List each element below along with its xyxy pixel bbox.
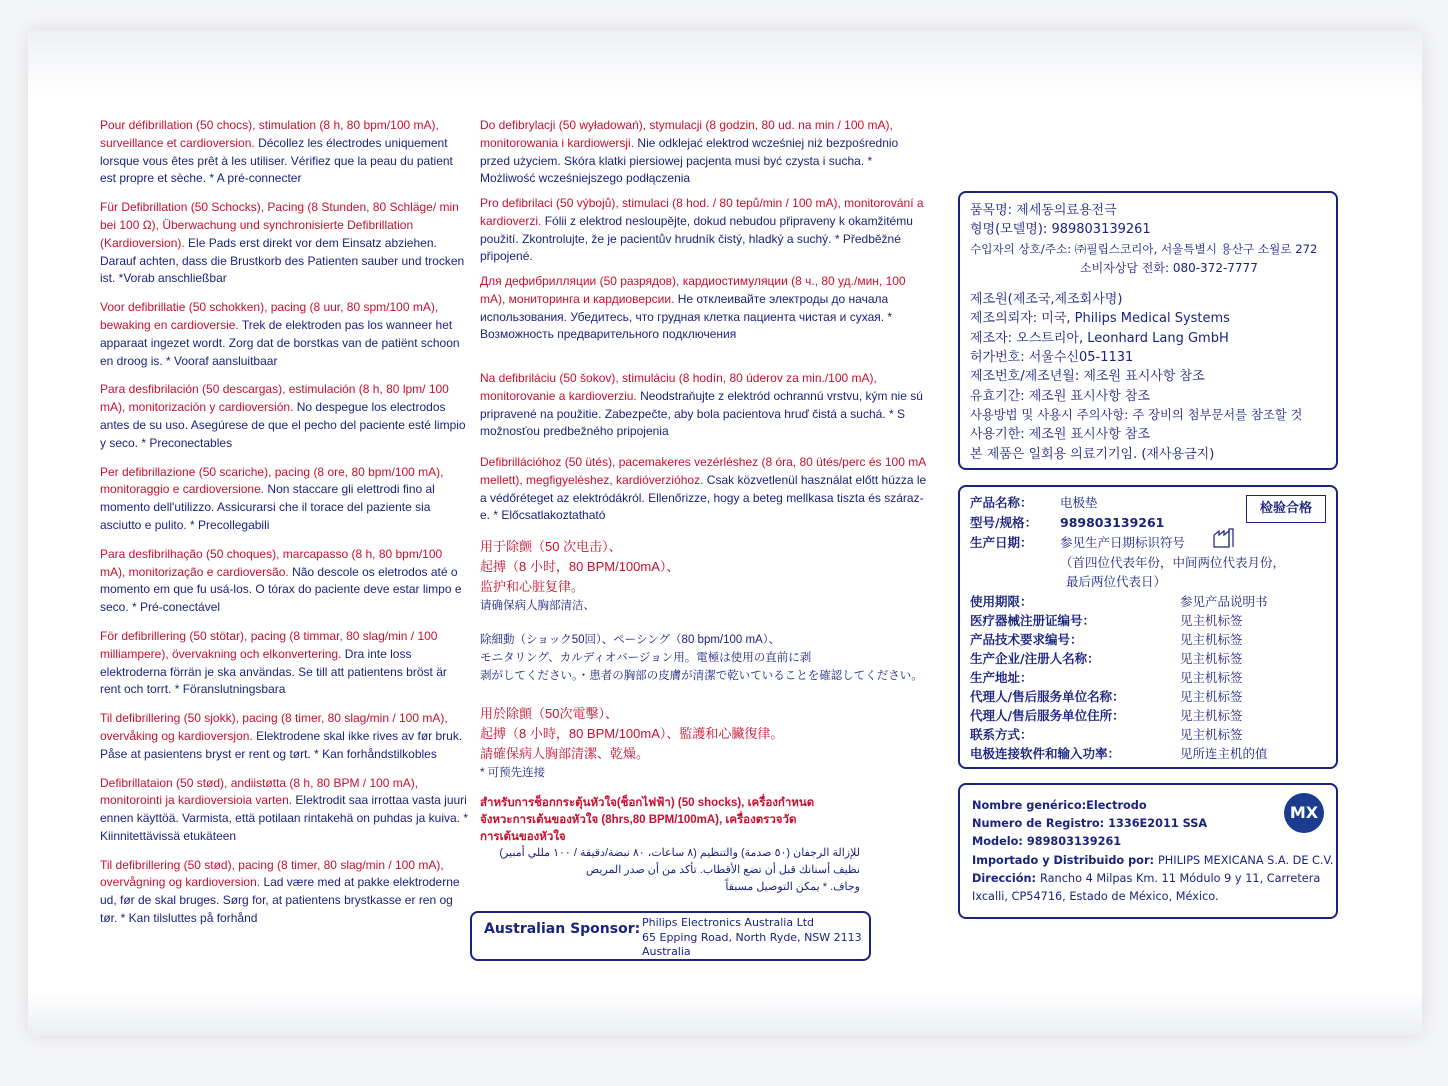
instruction-body: Nie odklejać elektrod wcześniej niż bezpośrednio przed użyciem. Skóra klatki piersiowej pacjenta musi być czysta i sucha. * Możliwość wcześniejszego podłączenia xyxy=(480,135,899,186)
instruction-body: Lad være med at pakke elektroderne ud, før de skal bruges. Sørg for, at patientens brystkasse er ren og tør. * Kan tilsluttes på forhånd xyxy=(100,875,460,926)
instruction-body: Elektrodit saa irrottaa vasta juuri ennen käyttöä. Varmista, että potilaan rintakehä on puhdas ja kuiva. * Kiinnitettävissä etukäteen xyxy=(100,793,469,843)
instruction-heading-line: การเต้นของหัวใจ xyxy=(480,831,566,843)
instruction-heading-line: 监护和心脏复律。 xyxy=(480,579,585,594)
cn-row-label: 产品技术要求编号： xyxy=(970,632,1083,647)
australian-sponsor-address xyxy=(642,916,862,960)
instruction-heading-line: 起搏（8 小时，80 BPM/100mA）、 xyxy=(480,559,680,574)
instruction-heading: Pour défibrillation (50 chocs), stimulation (8 h, 80 bpm/100 mA), surveillance et cardioversion. xyxy=(100,118,439,150)
instruction-heading: Til defibrillering (50 sjokk), pacing (8 timer, 80 slag/min / 100 mA), overvåking og kardioversjon. xyxy=(100,711,448,743)
instruction-heading-line: 起搏（8 小時，80 BPM/100mA）、監護和心臟復律。 xyxy=(480,726,784,741)
korean-bottom-block xyxy=(970,290,1336,464)
manufacture-date-icon xyxy=(1212,527,1236,549)
date-note-line: （首四位代表年份，中间两位代表月份， xyxy=(1060,555,1286,570)
instruction-paragraph xyxy=(100,117,470,188)
mexico-label-box xyxy=(958,783,1338,919)
mexico-line xyxy=(972,797,1336,815)
mexico-line-label: Modelo: xyxy=(972,835,1027,849)
mexico-line-value: 1336E2011 SSA xyxy=(1108,817,1208,831)
instruction-heading: För defibrillering (50 stötar), pacing (8 timmar, 80 slag/min / 100 milliampere), övervakning och elkonvertering. xyxy=(100,628,438,661)
instruction-paragraph xyxy=(100,464,470,535)
korean-label-box xyxy=(958,191,1338,470)
instruction-paragraph xyxy=(480,370,928,441)
korean-line: 품목명: 제세동의료용전극 xyxy=(970,203,1117,218)
instruction-paragraph xyxy=(480,454,928,525)
instruction-line: وجاف. * يمكن التوصيل مسبقاً xyxy=(725,881,860,893)
cn-row-label: 联系方式： xyxy=(970,727,1033,742)
instruction-line: 除細動（ショック50回）、ペーシング（80 bpm/100 mA）、 xyxy=(480,634,780,646)
sponsor-line: Philips Electronics Australia Ltd xyxy=(642,916,815,929)
sponsor-line: Australia xyxy=(642,945,691,958)
cn-row-value: 见所连主机的值 xyxy=(1180,746,1268,761)
cn-row-value: 见主机标签 xyxy=(1180,670,1243,685)
instruction-heading-line: 請確保病人胸部清潔、乾燥。 xyxy=(480,746,650,761)
instruction-paragraph xyxy=(480,273,928,344)
instruction-paragraph xyxy=(480,795,928,846)
mexico-line-label: Importado y Distribuido por: xyxy=(972,853,1158,867)
instruction-heading: Til defibrillering (50 stød), pacing (8 timer, 80 slag/min / 100 mA), overvågning og kardioversion. xyxy=(100,857,444,890)
instruction-paragraph xyxy=(100,628,470,699)
cn-row-value: 参见产品说明书 xyxy=(1180,594,1268,609)
korean-line: 사용방법 및 사용시 주의사항: 주 장비의 첨부문서를 참조할 것 xyxy=(970,407,1303,422)
instruction-paragraph xyxy=(100,546,470,617)
mexico-line-label: Numero de Registro: xyxy=(972,817,1109,831)
cn-row-label: 型号/规格： xyxy=(970,515,1038,530)
instruction-body: Neodstraňujte z elektród ochrannú vrstvu, kým nie sú pripravené na použitie. Zabezpečte, aby bola pacientova hruď čistá a suchá. * S možnosťou predbežného pripojenia xyxy=(480,388,923,439)
instruction-paragraph xyxy=(480,631,928,685)
australian-sponsor-box xyxy=(470,911,871,961)
korean-line: 수입자의 상호/주소: ㈜필립스코리아, 서울특별시 용산구 소월로 272 xyxy=(970,241,1318,256)
instruction-heading-line: 用於除顫（50次電擊）、 xyxy=(480,706,618,721)
instruction-heading: Voor defibrillatie (50 schokken), pacing (8 uur, 80 spm/100 mA), bewaking en cardioversie. xyxy=(100,300,439,332)
cn-row-value: 见主机标签 xyxy=(1180,613,1243,628)
cn-row-label: 电极连接软件和输入功率： xyxy=(970,746,1121,761)
cn-row-value: 电极垫 xyxy=(1060,495,1098,510)
mexico-line xyxy=(972,852,1336,870)
instruction-heading: Defibrillataion (50 stød), andiistøtta (8 h, 80 BPM / 100 mA), monitorointi ja kardioversioia varten. xyxy=(100,775,419,808)
left-language-column xyxy=(100,117,470,939)
instruction-paragraph xyxy=(100,710,470,763)
korean-line: 소비자상담 전화: 080-372-7777 xyxy=(1080,260,1258,275)
instruction-paragraph xyxy=(100,199,470,288)
instruction-body: No despegue los electrodos antes de su uso. Asegúrese de que el pecho del paciente esté limpio y seco. * Preconectables xyxy=(100,400,466,450)
korean-line: 제조원(제조국,제조회사명) xyxy=(970,292,1123,308)
cn-row-value: 989803139261 xyxy=(1060,515,1165,530)
cn-row-value: 见主机标签 xyxy=(1180,727,1243,742)
mexico-line-label: Nombre genérico: xyxy=(972,799,1087,812)
cn-row-value: 参见生产日期标识符号 xyxy=(1060,535,1186,550)
instruction-paragraph xyxy=(100,857,470,928)
instruction-paragraph xyxy=(100,381,470,452)
korean-line: 본 제품은 일회용 의료기기임. (재사용금지) xyxy=(970,446,1215,462)
sponsor-line: 65 Epping Road, North Ryde, NSW 2113 xyxy=(642,930,862,944)
instruction-heading: Для дефибрилляции (50 разрядов), кардиостимуляции (8 ч., 80 уд./мин, 100 mA), мониторинга и кардиоверсии. xyxy=(480,274,906,306)
cn-row-label: 代理人/售后服务单位住所： xyxy=(970,708,1125,723)
instruction-line: 剥がしてください。・患者の胸部の皮膚が清潔で乾いていることを確認してください。 xyxy=(480,670,923,682)
instruction-heading: Do defibrylacji (50 wyładowań), stymulacji (8 godzin, 80 ud. na min / 100 mA), monitorowania i kardiowersji. xyxy=(480,118,893,150)
instruction-body: Ele Pads erst direkt vor dem Einsatz abziehen. Darauf achten, dass die Brustkorb des Patienten sauber und trocken ist. *Vorab anschließbar xyxy=(100,235,465,286)
cn-row-label: 医疗器械注册证编号： xyxy=(970,613,1096,628)
mexico-line xyxy=(972,815,1336,833)
middle-language-column xyxy=(480,117,928,907)
instruction-paragraph xyxy=(480,537,928,615)
instruction-body: 请确保病人胸部清洁、 xyxy=(480,600,595,612)
instruction-heading: Na defibriláciu (50 šokov), stimuláciu (8 hodín, 80 úderov za min./100 mA), monitorovanie a kardioverziu. xyxy=(480,371,877,403)
mexico-line-label: Dirección: xyxy=(972,871,1041,885)
instruction-paragraph xyxy=(480,845,860,896)
cn-row-label: 产品名称： xyxy=(970,495,1033,510)
mexico-line xyxy=(972,833,1336,851)
korean-line: 제조자: 오스트리아, Leonhard Lang GmbH xyxy=(970,330,1229,346)
instruction-heading: Per defibrillazione (50 scariche), pacing (8 ore, 80 bpm/100 mA), monitoraggio e cardioversione. xyxy=(100,464,444,497)
cn-row-label: 使用期限： xyxy=(970,594,1033,609)
instruction-paragraph xyxy=(480,195,928,266)
australian-sponsor-label: Australian Sponsor: xyxy=(484,921,641,937)
instruction-body: Elektrodene skal ikke rives av før bruk. Påse at pasientens bryst er rent og tørt. * Kan forhåndstilkobles xyxy=(100,728,463,761)
cn-row-value: 见主机标签 xyxy=(1180,689,1243,704)
mexico-line-value: 989803139261 xyxy=(1026,835,1122,849)
cn-row-value: 见主机标签 xyxy=(1180,632,1243,647)
instruction-body: Não descole os eletrodos até o momento em que fu usá-los. O tórax do paciente deve estar limpo e seco. * Pré-conectável xyxy=(100,564,462,615)
instruction-paragraph xyxy=(480,704,928,782)
cn-row-label: 代理人/售后服务单位名称： xyxy=(970,689,1125,704)
instruction-heading: Für Defibrillation (50 Schocks), Pacing (8 Stunden, 80 Schläge/ min bei 100 Ω), Überwachung und synchronisierte Defibrillation (Kardioversion). xyxy=(100,200,459,250)
instruction-heading: Para desfibrilación (50 descargas), estimulación (8 h, 80 lpm/ 100 mA), monitorización y cardioversión. xyxy=(100,382,449,415)
instruction-body: Non staccare gli elettrodi fino al momento dell'utilizzo. Assicurarsi che il torace del paziente sia asciutto e pulito. * Precollegabili xyxy=(100,482,435,532)
instruction-heading-line: จังหวะการเต้นของหัวใจ (8hrs,80 BPM/100mA), เครื่องตรวจวัด xyxy=(480,814,797,826)
chinese-label-box xyxy=(958,485,1338,769)
instruction-heading-line: 用于除颤（50 次电击）、 xyxy=(480,539,622,554)
mexico-line-value: PHILIPS MEXICANA S.A. DE C.V. xyxy=(1157,853,1334,867)
korean-line: 허가번호: 서울수신05-1131 xyxy=(970,350,1134,366)
instruction-paragraph xyxy=(480,117,928,188)
korean-top-block xyxy=(970,201,1336,278)
instruction-paragraph xyxy=(100,299,470,370)
instruction-line: للإزالة الرجفان (٥٠ صدمة) والتنظيم (٨ ساعات، ٨٠ نبضة/دقيقة / ١٠٠ مللي أمبير) xyxy=(499,847,860,859)
instruction-body: Dra inte loss elektroderna förrän je ska användas. Se till att patientens bröst är rent och torrt. * Föranslutningsbara xyxy=(100,646,447,697)
instruction-body: Csak közvetlenül használat előtt húzza le a védőréteget az elektródákról. Ellenőrizze, hogy a beteg mellkasa tiszta és száraz-e. * Előcsatlakoztatható xyxy=(480,472,927,523)
instruction-body: Trek de elektroden pas los wanneer het apparaat ingezet wordt. Zorg dat de borstkas van de patiënt schoon en droog is. * Vooraf aansluitbaar xyxy=(100,317,460,368)
mx-badge: MX xyxy=(1284,793,1324,833)
mexico-line-value: Ixcalli, CP54716, Estado de México, México. xyxy=(972,890,1219,904)
cn-row-label: 生产地址： xyxy=(970,670,1033,685)
pouch-top-seal xyxy=(28,30,1422,100)
instruction-body: Не отклеивайте электроды до начала использования. Убедитесь, что грудная клетка пациента чистая и сухая. * Возможность предварительного подключения xyxy=(480,291,893,342)
mexico-line xyxy=(972,870,1336,888)
korean-line: 사용기한: 제조원 표시사항 참조 xyxy=(970,427,1151,443)
inspection-passed-stamp: 检验合格 xyxy=(1246,495,1326,523)
pouch-bottom-seal xyxy=(28,990,1422,1036)
cn-row-label: 生产企业/注册人名称： xyxy=(970,651,1100,666)
instruction-body: Décollez les électrodes uniquement lorsque vous êtes prêt à les utiliser. Vérifiez que la peau du patient est propre et sèche. * A pré-connecter xyxy=(100,135,453,186)
instruction-line: نظيف أسنانك قبل أن تضع الأقطاب. تأكد من أن صدر المريض xyxy=(585,864,860,876)
cn-row-value: 见主机标签 xyxy=(1180,651,1243,666)
mexico-line xyxy=(972,888,1336,906)
korean-line: 제조의뢰자: 미국, Philips Medical Systems xyxy=(970,311,1230,327)
instruction-line: モニタリング、カルディオバージョン用。電極は使用の直前に剥 xyxy=(480,652,812,664)
instruction-heading: Para desfibrilhação (50 choques), marcapasso (8 h, 80 bpm/100 mA), monitorização e cardioversão. xyxy=(100,546,443,579)
date-note-line: 最后两位代表日） xyxy=(1066,574,1167,589)
instruction-body: Fólii z elektrod nesloupějte, dokud nebudou připraveny k okamžitému použití. Zkontrolujte, že je pacientův hrudník čistý, hladký a suchý. * Předběžné připojené. xyxy=(480,213,913,264)
instruction-heading-line: สำหรับการช็อกกระตุ้นหัวใจ(ช็อกไฟฟ้า) (50 shocks), เครื่องกำหนด xyxy=(480,797,815,809)
cn-row-value: 见主机标签 xyxy=(1180,708,1243,723)
instruction-body: * 可预先连接 xyxy=(480,767,546,779)
korean-line: 제조번호/제조년월: 제조원 표시사항 참조 xyxy=(970,369,1205,385)
instruction-paragraph xyxy=(100,775,470,846)
mexico-line-value: Rancho 4 Milpas Km. 11 Módulo 9 y 11, Carretera xyxy=(1040,871,1321,885)
mexico-line-value: Electrodo xyxy=(1086,799,1147,812)
cn-row-label: 生产日期： xyxy=(970,535,1033,550)
korean-line: 유효기간: 제조원 표시사항 참조 xyxy=(970,388,1151,404)
korean-line: 형명(모델명): 989803139261 xyxy=(970,222,1151,238)
instruction-heading: Defibrillációhoz (50 ütés), pacemakeres vezérléshez (8 óra, 80 ütés/perc és 100 mA mellett), megfigyeléshez, kardióverzióhoz. xyxy=(480,455,926,487)
instruction-heading: Pro defibrilaci (50 výbojů), stimulaci (8 hod. / 80 tepů/min / 100 mA), monitorování a kardioverzi. xyxy=(480,196,924,228)
